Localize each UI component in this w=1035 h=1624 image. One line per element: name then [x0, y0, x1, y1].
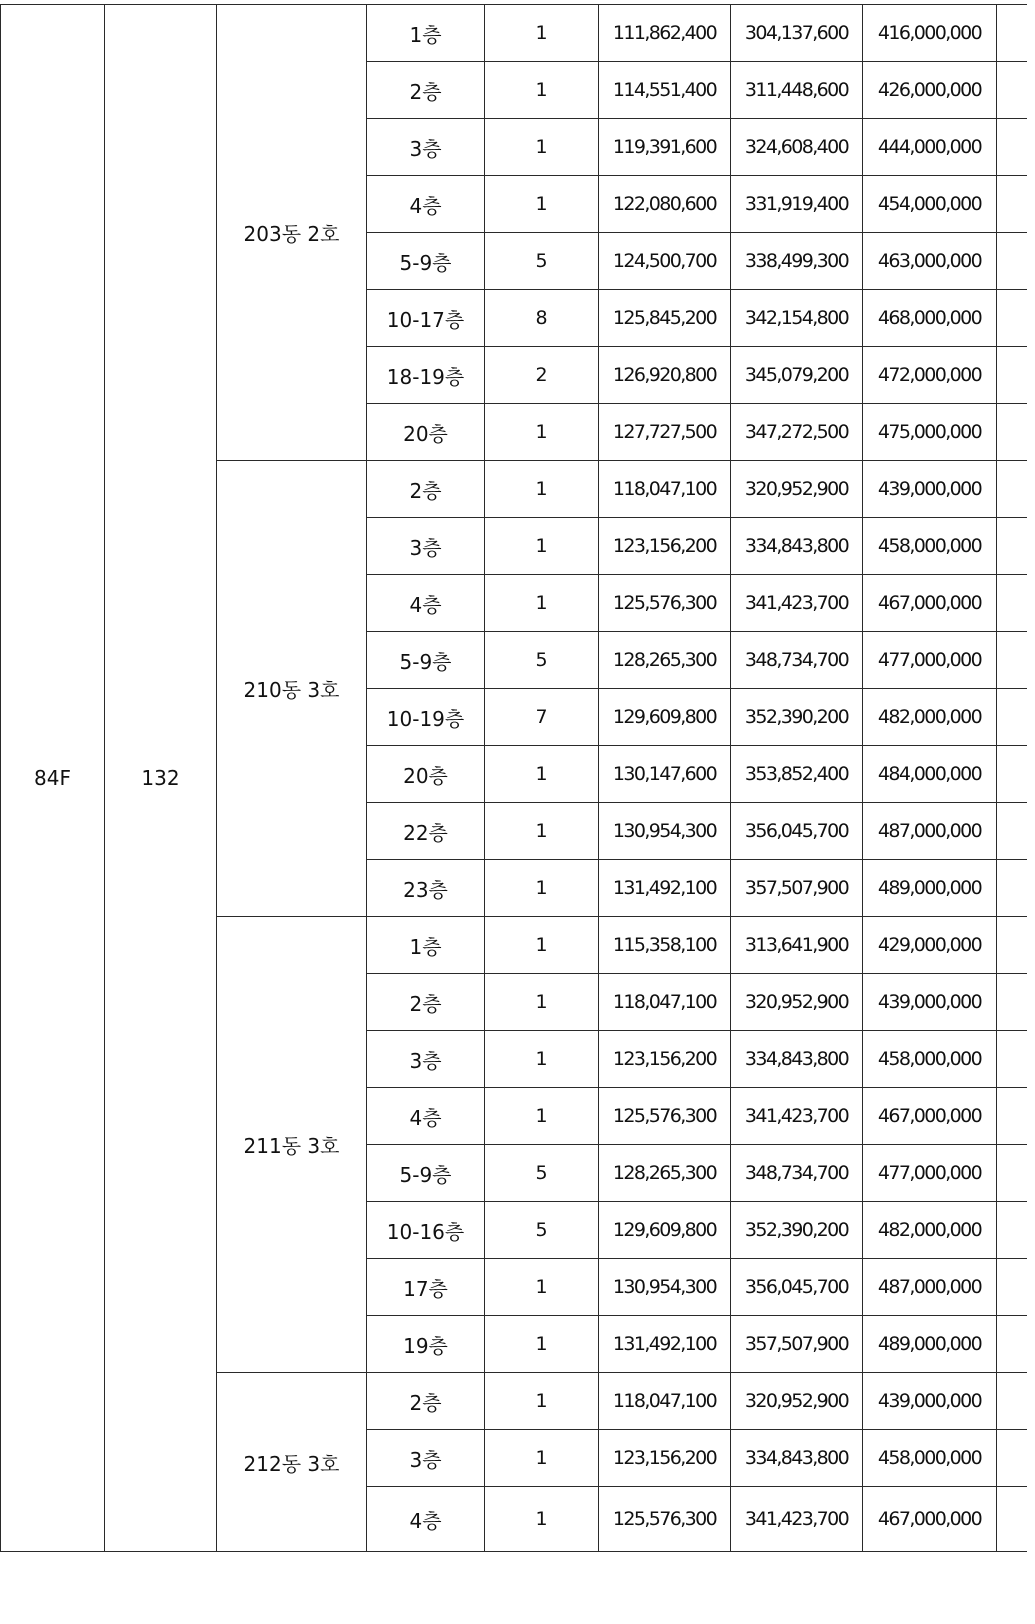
unit-count-cell: 1: [485, 1316, 599, 1373]
land-price-cell: 118,047,100: [599, 461, 731, 518]
building-price-cell: 334,843,800: [731, 518, 863, 575]
building-price-cell: 357,507,900: [731, 860, 863, 917]
floor-cell: 4층: [367, 1088, 485, 1145]
truncated-cell: [997, 290, 1027, 347]
floor-cell: 23층: [367, 860, 485, 917]
floor-cell: 19층: [367, 1316, 485, 1373]
land-price-cell: 125,576,300: [599, 575, 731, 632]
truncated-cell: [997, 1430, 1027, 1487]
truncated-cell: [997, 917, 1027, 974]
land-price-cell: 126,920,800: [599, 347, 731, 404]
floor-cell: 22층: [367, 803, 485, 860]
total-price-cell: 475,000,000: [863, 404, 997, 461]
building-price-cell: 348,734,700: [731, 1145, 863, 1202]
building-unit-cell: 212동 3호: [217, 1373, 367, 1552]
total-price-cell: 444,000,000: [863, 119, 997, 176]
truncated-cell: [997, 803, 1027, 860]
truncated-cell: [997, 575, 1027, 632]
land-price-cell: 130,954,300: [599, 803, 731, 860]
floor-cell: 3층: [367, 119, 485, 176]
truncated-cell: [997, 1145, 1027, 1202]
truncated-cell: [997, 1487, 1027, 1552]
unit-count-cell: 1: [485, 803, 599, 860]
truncated-cell: [997, 5, 1027, 62]
building-price-cell: 352,390,200: [731, 1202, 863, 1259]
floor-cell: 3층: [367, 1430, 485, 1487]
building-price-cell: 356,045,700: [731, 803, 863, 860]
floor-cell: 5-9층: [367, 632, 485, 689]
floor-cell: 2층: [367, 1373, 485, 1430]
unit-count-cell: 5: [485, 233, 599, 290]
total-price-cell: 458,000,000: [863, 1031, 997, 1088]
total-price-cell: 467,000,000: [863, 1487, 997, 1552]
unit-count-cell: 5: [485, 1202, 599, 1259]
unit-count-cell: 5: [485, 1145, 599, 1202]
building-price-cell: 342,154,800: [731, 290, 863, 347]
unit-count-cell: 1: [485, 404, 599, 461]
building-price-cell: 356,045,700: [731, 1259, 863, 1316]
truncated-cell: [997, 176, 1027, 233]
floor-cell: 18-19층: [367, 347, 485, 404]
floor-cell: 4층: [367, 176, 485, 233]
floor-cell: 20층: [367, 746, 485, 803]
floor-cell: 5-9층: [367, 233, 485, 290]
floor-cell: 20층: [367, 404, 485, 461]
truncated-cell: [997, 1088, 1027, 1145]
unit-count-cell: 1: [485, 746, 599, 803]
land-price-cell: 128,265,300: [599, 1145, 731, 1202]
building-price-cell: 304,137,600: [731, 5, 863, 62]
total-price-cell: 454,000,000: [863, 176, 997, 233]
building-price-cell: 320,952,900: [731, 974, 863, 1031]
floor-cell: 4층: [367, 1487, 485, 1552]
truncated-cell: [997, 1316, 1027, 1373]
building-price-cell: 357,507,900: [731, 1316, 863, 1373]
truncated-cell: [997, 461, 1027, 518]
building-price-cell: 341,423,700: [731, 1088, 863, 1145]
total-units-cell: 132: [105, 5, 217, 1552]
land-price-cell: 111,862,400: [599, 5, 731, 62]
unit-count-cell: 1: [485, 461, 599, 518]
building-price-cell: 341,423,700: [731, 575, 863, 632]
unit-count-cell: 1: [485, 917, 599, 974]
unit-count-cell: 1: [485, 575, 599, 632]
housing-type-cell: 84F: [1, 5, 105, 1552]
total-price-cell: 487,000,000: [863, 803, 997, 860]
unit-count-cell: 1: [485, 1088, 599, 1145]
unit-count-cell: 1: [485, 1430, 599, 1487]
unit-count-cell: 1: [485, 1373, 599, 1430]
land-price-cell: 118,047,100: [599, 1373, 731, 1430]
total-price-cell: 463,000,000: [863, 233, 997, 290]
land-price-cell: 123,156,200: [599, 1430, 731, 1487]
unit-count-cell: 1: [485, 62, 599, 119]
truncated-cell: [997, 632, 1027, 689]
floor-cell: 2층: [367, 974, 485, 1031]
floor-cell: 2층: [367, 461, 485, 518]
land-price-cell: 131,492,100: [599, 1316, 731, 1373]
total-price-cell: 416,000,000: [863, 5, 997, 62]
truncated-cell: [997, 1031, 1027, 1088]
building-price-cell: 311,448,600: [731, 62, 863, 119]
floor-cell: 2층: [367, 62, 485, 119]
truncated-cell: [997, 119, 1027, 176]
floor-cell: 10-16층: [367, 1202, 485, 1259]
unit-count-cell: 1: [485, 518, 599, 575]
total-price-cell: 439,000,000: [863, 461, 997, 518]
price-table: [0, 4, 1027, 1552]
unit-count-cell: 1: [485, 860, 599, 917]
unit-count-cell: 1: [485, 1031, 599, 1088]
total-price-cell: 439,000,000: [863, 974, 997, 1031]
floor-cell: 1층: [367, 5, 485, 62]
floor-cell: 3층: [367, 1031, 485, 1088]
total-price-cell: 482,000,000: [863, 689, 997, 746]
land-price-cell: 128,265,300: [599, 632, 731, 689]
land-price-cell: 115,358,100: [599, 917, 731, 974]
total-price-cell: 489,000,000: [863, 1316, 997, 1373]
building-price-cell: 348,734,700: [731, 632, 863, 689]
building-unit-cell: 210동 3호: [217, 461, 367, 917]
land-price-cell: 119,391,600: [599, 119, 731, 176]
price-table-body: [1, 5, 1027, 1552]
floor-cell: 3층: [367, 518, 485, 575]
total-price-cell: 426,000,000: [863, 62, 997, 119]
land-price-cell: 125,845,200: [599, 290, 731, 347]
total-price-cell: 477,000,000: [863, 1145, 997, 1202]
total-price-cell: 439,000,000: [863, 1373, 997, 1430]
land-price-cell: 125,576,300: [599, 1487, 731, 1552]
truncated-cell: [997, 233, 1027, 290]
land-price-cell: 129,609,800: [599, 1202, 731, 1259]
building-price-cell: 353,852,400: [731, 746, 863, 803]
total-price-cell: 467,000,000: [863, 575, 997, 632]
land-price-cell: 130,954,300: [599, 1259, 731, 1316]
unit-count-cell: 1: [485, 119, 599, 176]
total-price-cell: 487,000,000: [863, 1259, 997, 1316]
land-price-cell: 122,080,600: [599, 176, 731, 233]
floor-cell: 10-17층: [367, 290, 485, 347]
total-price-cell: 489,000,000: [863, 860, 997, 917]
total-price-cell: 482,000,000: [863, 1202, 997, 1259]
truncated-cell: [997, 518, 1027, 575]
truncated-cell: [997, 860, 1027, 917]
table-row: [1, 5, 1027, 62]
land-price-cell: 131,492,100: [599, 860, 731, 917]
total-price-cell: 477,000,000: [863, 632, 997, 689]
land-price-cell: 127,727,500: [599, 404, 731, 461]
land-price-cell: 130,147,600: [599, 746, 731, 803]
building-price-cell: 320,952,900: [731, 461, 863, 518]
land-price-cell: 125,576,300: [599, 1088, 731, 1145]
building-price-cell: 313,641,900: [731, 917, 863, 974]
unit-count-cell: 5: [485, 632, 599, 689]
unit-count-cell: 1: [485, 1487, 599, 1552]
building-unit-cell: 203동 2호: [217, 5, 367, 461]
truncated-cell: [997, 1259, 1027, 1316]
building-price-cell: 324,608,400: [731, 119, 863, 176]
building-unit-cell: 211동 3호: [217, 917, 367, 1373]
floor-cell: 17층: [367, 1259, 485, 1316]
total-price-cell: 458,000,000: [863, 1430, 997, 1487]
total-price-cell: 429,000,000: [863, 917, 997, 974]
total-price-cell: 484,000,000: [863, 746, 997, 803]
unit-count-cell: 7: [485, 689, 599, 746]
floor-cell: 5-9층: [367, 1145, 485, 1202]
truncated-cell: [997, 974, 1027, 1031]
building-price-cell: 338,499,300: [731, 233, 863, 290]
truncated-cell: [997, 62, 1027, 119]
land-price-cell: 129,609,800: [599, 689, 731, 746]
land-price-cell: 124,500,700: [599, 233, 731, 290]
land-price-cell: 114,551,400: [599, 62, 731, 119]
building-price-cell: 345,079,200: [731, 347, 863, 404]
land-price-cell: 118,047,100: [599, 974, 731, 1031]
unit-count-cell: 1: [485, 974, 599, 1031]
floor-cell: 10-19층: [367, 689, 485, 746]
building-price-cell: 331,919,400: [731, 176, 863, 233]
unit-count-cell: 8: [485, 290, 599, 347]
truncated-cell: [997, 1373, 1027, 1430]
land-price-cell: 123,156,200: [599, 1031, 731, 1088]
building-price-cell: 347,272,500: [731, 404, 863, 461]
truncated-cell: [997, 1202, 1027, 1259]
floor-cell: 1층: [367, 917, 485, 974]
truncated-cell: [997, 404, 1027, 461]
total-price-cell: 467,000,000: [863, 1088, 997, 1145]
unit-count-cell: 2: [485, 347, 599, 404]
truncated-cell: [997, 347, 1027, 404]
building-price-cell: 334,843,800: [731, 1430, 863, 1487]
truncated-cell: [997, 689, 1027, 746]
total-price-cell: 458,000,000: [863, 518, 997, 575]
land-price-cell: 123,156,200: [599, 518, 731, 575]
building-price-cell: 352,390,200: [731, 689, 863, 746]
total-price-cell: 472,000,000: [863, 347, 997, 404]
building-price-cell: 341,423,700: [731, 1487, 863, 1552]
building-price-cell: 320,952,900: [731, 1373, 863, 1430]
building-price-cell: 334,843,800: [731, 1031, 863, 1088]
unit-count-cell: 1: [485, 5, 599, 62]
floor-cell: 4층: [367, 575, 485, 632]
total-price-cell: 468,000,000: [863, 290, 997, 347]
truncated-cell: [997, 746, 1027, 803]
unit-count-cell: 1: [485, 176, 599, 233]
unit-count-cell: 1: [485, 1259, 599, 1316]
